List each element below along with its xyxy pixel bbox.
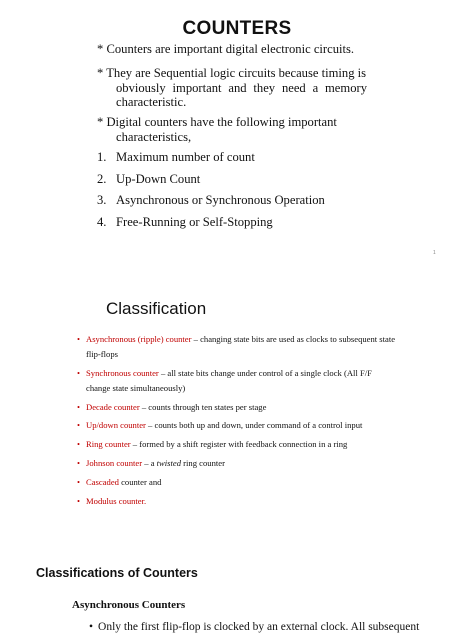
list-item <box>77 366 397 396</box>
counter-term: Cascaded <box>86 476 119 487</box>
counter-term: Ring counter <box>86 439 131 450</box>
list-item <box>77 418 397 433</box>
bullet-icon: • <box>77 457 81 468</box>
classification-list <box>77 332 397 512</box>
slide1-numbered-list <box>97 150 325 236</box>
slide3-bullet-text: Only the first flip-flop is clocked by an external clock. All subsequent <box>98 621 420 633</box>
slide3-title: Classifications of Counters <box>36 566 198 580</box>
list-item <box>97 150 325 172</box>
list-item-number: 2. <box>97 171 107 186</box>
list-item-number: 4. <box>97 214 107 229</box>
counter-term: Johnson counter <box>86 457 143 468</box>
bullet-icon: • <box>77 476 81 487</box>
bullet-icon: • <box>77 334 81 344</box>
bullet-icon: • <box>89 621 94 633</box>
list-item-text: Asynchronous or Synchronous Operation <box>116 193 325 207</box>
slide1-paragraph-2-line1: * They are Sequential logic circuits because timing is <box>97 66 367 80</box>
bullet-icon: • <box>77 367 81 378</box>
list-item-text: Maximum number of count <box>116 150 255 164</box>
slide1-page-number: 1 <box>433 250 436 256</box>
slide1-paragraph-3 <box>97 115 367 144</box>
counter-term: Synchronous counter <box>86 367 159 378</box>
counter-description: – all state bits change under control of a single clock (All F/F change state simultaneously) <box>86 367 372 393</box>
list-item <box>77 437 397 452</box>
list-item <box>77 400 397 415</box>
list-item-number: 3. <box>97 193 107 207</box>
list-item <box>77 332 397 362</box>
slide1-paragraph-2-cont: obviously important and they need a memory characteristic. <box>116 80 367 110</box>
slide3-bullet <box>89 621 419 633</box>
list-item-text: Free-Running or Self-Stopping <box>116 214 273 229</box>
list-item <box>77 456 397 471</box>
slide1-paragraph-2 <box>97 66 367 110</box>
list-item-text: Up-Down Count <box>116 171 201 186</box>
counter-description: – formed by a shift register with feedback connection in a ring <box>130 439 348 450</box>
counter-term: Decade counter <box>86 401 140 412</box>
bullet-icon: • <box>77 439 81 450</box>
slide1-paragraph-3-cont: characteristics, <box>116 129 192 144</box>
list-item <box>77 494 397 509</box>
list-item <box>97 215 325 237</box>
list-item <box>77 475 397 490</box>
list-item-number: 1. <box>97 150 107 164</box>
slide3-subtitle: Asynchronous Counters <box>72 599 186 611</box>
counter-term: Modulus counter. <box>86 495 147 506</box>
counter-term: Asynchronous (ripple) counter <box>86 334 192 344</box>
bullet-icon: • <box>77 401 81 412</box>
bullet-icon: • <box>77 495 81 506</box>
slide1-paragraph-1: * Counters are important digital electronic circuits. <box>97 42 355 56</box>
slide1-title: COUNTERS <box>182 18 292 39</box>
counter-description-italic: twisted <box>156 457 182 468</box>
counter-description: – changing state bits are used as clocks to subsequent state flip-flops <box>86 334 396 359</box>
bullet-icon: • <box>77 420 81 431</box>
counter-term: Up/down counter <box>86 420 146 431</box>
counter-description-post: ring counter <box>181 457 225 468</box>
counter-description: – counts through ten states per stage <box>139 401 267 412</box>
slide2-title: Classification <box>106 299 207 318</box>
counter-description: – counts both up and down, under command of a control input <box>145 420 363 431</box>
list-item <box>97 193 325 215</box>
counter-description: counter and <box>118 476 162 487</box>
slide1-paragraph-3-line1: * Digital counters have the following important <box>97 115 337 129</box>
counter-description-pre: – a <box>142 457 157 468</box>
list-item <box>97 172 325 194</box>
